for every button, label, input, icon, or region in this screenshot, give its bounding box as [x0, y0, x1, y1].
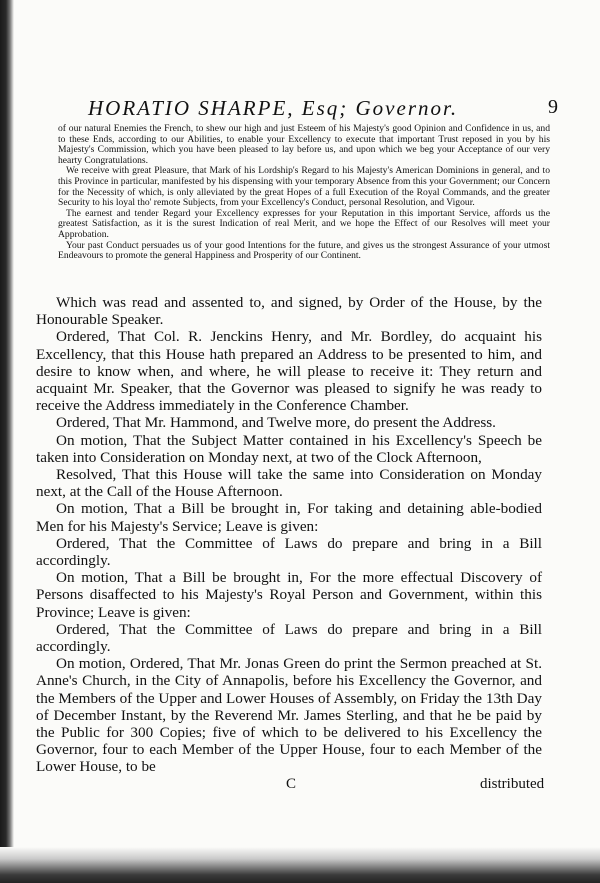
body-paragraph: On motion, That a Bill be brought in, For taking and detaining able-bodied Men for his Majesty's Service; Leave is given:: [36, 500, 542, 535]
body-paragraph: Resolved, That this House will take the same into Consideration on Monday next, at the Call of the House Afternoon.: [36, 466, 542, 501]
body-paragraph: Ordered, That Mr. Hammond, and Twelve more, do present the Address.: [56, 414, 496, 432]
running-title: HORATIO SHARPE, Esq; Governor.: [88, 96, 459, 120]
address-paragraph: We receive with great Pleasure, that Mark of his Lordship's Regard to his Majesty's American Dominions in general, and to this Province in particular, manifested by his dispensing with your temporary Absence from this your Government; our Concern for the Necessity of which, is only alleviated by the great Hopes of a full Execution of the Royal Commands, and the greater Security to his loyal tho' remote Subjects, from your Excellency's Conduct, personal Resolution, and Vigour.: [58, 165, 550, 209]
body-paragraph: Ordered, That the Committee of Laws do prepare and bring in a Bill accordingly.: [36, 534, 542, 570]
page-bottom-shadow: [0, 847, 600, 883]
address-paragraph: The earnest and tender Regard your Excellency expresses for your Reputation in this important Service, affords us the greatest Satisfaction, as it is the surest Indication of real Merit, and we hope the Effect of our Resolves will meet your Approbation.: [58, 207, 550, 240]
body-paragraph: Ordered, That the Committee of Laws do prepare and bring in a Bill accordingly.: [36, 620, 542, 656]
main-text-block: [36, 294, 542, 776]
page-gutter-shadow: [0, 0, 14, 883]
address-paragraph: Your past Conduct persuades us of your good Intentions for the future, and gives us the strongest Assurance of your utmost Endeavours to promote the general Happiness and Prosperity of our Continent.: [58, 239, 550, 262]
page-number: 9: [548, 96, 558, 118]
body-paragraph: On motion, Ordered, That Mr. Jonas Green do print the Sermon preached at St. Anne's Church, in the City of Annapolis, before his Excellency the Governor, and the Members of the Upper and Lower Houses of Assembly, on Friday the 13th Day of December Instant, by the Reverend Mr. James Sterling, and that he be paid by the Public for 300 Copies; five of which to be delivered to his Excellency the Governor, four to each Member of the Upper House, four to each Member of the Lower House, to be: [36, 655, 542, 776]
running-header: [88, 96, 558, 121]
body-paragraph: Ordered, That Col. R. Jenckins Henry, and Mr. Bordley, do acquaint his Excellency, that this House hath prepared an Address to be presented to him, and desire to know when, and where, he will please to receive it: They return and acquaint Mr. Speaker, that the Governor was pleased to signify he was ready to receive the Address immediately in the Conference Chamber.: [36, 328, 542, 415]
signature-mark: C: [286, 776, 297, 792]
address-paragraph: of our natural Enemies the French, to shew our high and just Esteem of his Majesty's good Opinion and Confidence in us, and to these Ends, according to our Abilities, to enable your Excellency to execute that important Trust reposed in you by his Majesty's Commission, which you have been pleased to lay before us, and upon which we beg your Acceptance of our very hearty Congratulations.: [58, 123, 550, 166]
body-paragraph: On motion, That a Bill be brought in, For the more effectual Discovery of Persons disaffected to his Majesty's Royal Person and Government, within this Province; Leave is given:: [36, 569, 542, 621]
address-text-block: [58, 124, 550, 262]
body-paragraph: On motion, That the Subject Matter contained in his Excellency's Speech be taken into Consideration on Monday next, at two of the Clock Afternoon,: [36, 431, 542, 466]
body-paragraph: Which was read and assented to, and signed, by Order of the House, by the Honourable Speaker.: [36, 294, 542, 329]
catchword: distributed: [480, 776, 545, 792]
